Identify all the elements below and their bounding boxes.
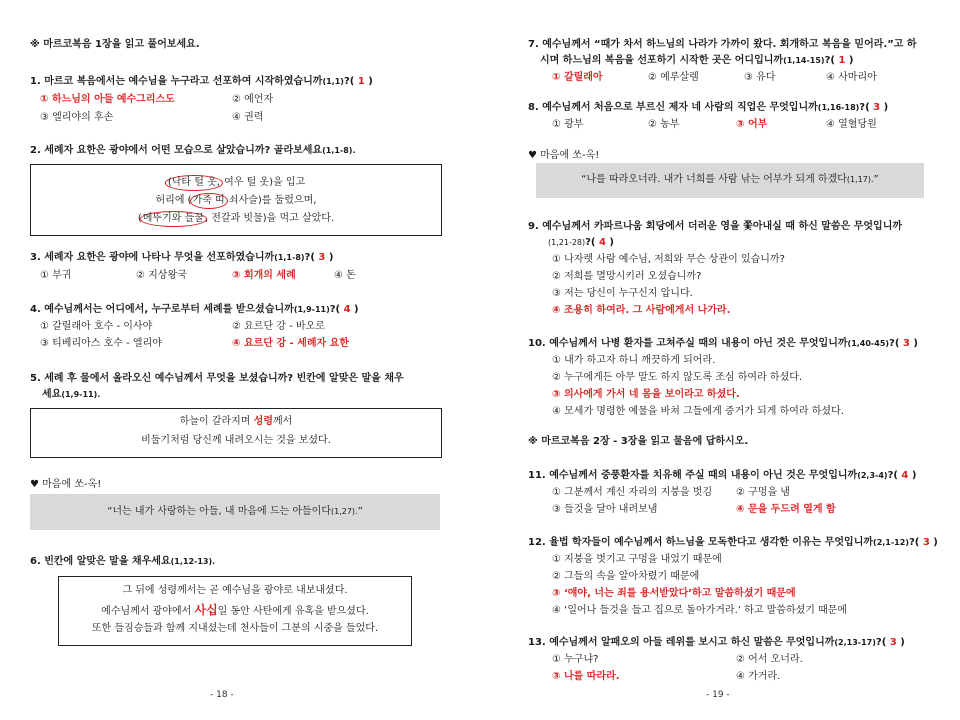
q5-blank-answer: 성령 — [253, 416, 273, 427]
q6-line-2: 예수님께서 광야에서 사십일 동안 사탄에게 유혹을 받으셨다. — [101, 603, 369, 617]
q4-option-1: ① 갈릴래아 호수 - 이사야 — [40, 321, 153, 332]
q12-option-2: ② 그들의 속을 알아차렸기 때문에 — [552, 571, 700, 582]
question-7-line-2: 시며 하느님의 복음을 선포하기 시작한 곳은 어디입니까(1,14-15)?( 1 ) — [540, 55, 854, 66]
question-13: 13. 예수님께서 알패오의 아들 레위를 보시고 하신 말씀은 무엇입니까(2,13-17)?( 3 ) — [528, 637, 905, 648]
q2-answer-box — [30, 164, 442, 236]
q11-option-2: ② 구멍을 냄 — [736, 487, 790, 498]
question-8: 8. 예수님께서 처음으로 부르신 제자 네 사람의 직업은 무엇입니까(1,16-18)?( 3 ) — [528, 102, 889, 113]
answer-8: 3 — [873, 102, 881, 113]
q8-option-2: ② 농부 — [648, 119, 680, 130]
answer-4: 4 — [343, 304, 351, 315]
q8-option-3: ③ 어부 — [736, 119, 768, 130]
heart-quote: “너는 내가 사랑하는 아들, 내 마음에 드는 아들이다(1,27).” — [107, 506, 363, 517]
q11-option-3: ③ 들것을 달아 내려보냄 — [552, 504, 658, 515]
heart-quote-box — [30, 494, 440, 530]
answer-13: 3 — [889, 637, 897, 648]
heart-quote-box-2 — [536, 163, 924, 198]
question-11: 11. 예수님께서 중풍환자를 치유해 주실 때의 내용이 아닌 것은 무엇입니까(2,3-4)?( 4 ) — [528, 470, 917, 481]
question-7-line-1: 7. 예수님께서 “때가 차서 하느님의 나라가 가까이 왔다. 회개하고 복음을 믿어라.”고 하 — [528, 39, 917, 50]
q1-option-2: ② 예언자 — [232, 94, 274, 105]
q2-line-2: 허리에 (가죽 띠 쇠사슬)를 둘렀으며, — [31, 194, 441, 208]
answer-10: 3 — [902, 338, 910, 349]
q13-option-1: ① 누구냐? — [552, 654, 599, 665]
q1-option-1: ① 하느님의 아들 예수그리스도 — [40, 94, 175, 105]
answer-7: 1 — [838, 55, 846, 66]
q5-answer-box — [30, 408, 442, 458]
q6-line-1: 그 뒤에 성령께서는 곧 예수님을 광야로 내보내셨다. — [122, 585, 348, 596]
q2-line-3: (메뚜기와 들꿀, 전갈과 빗물)을 먹고 살았다. — [31, 212, 441, 226]
q10-option-3: ③ 의사에게 가서 네 몸을 보이라고 하셨다. — [552, 389, 740, 400]
answer-12: 3 — [922, 537, 930, 548]
question-10: 10. 예수님께서 나병 환자를 고쳐주실 때의 내용이 아닌 것은 무엇입니까(1,40-45)?( 3 ) — [528, 338, 918, 349]
right-page — [480, 0, 960, 720]
q7-option-1: ① 갈릴래아 — [552, 72, 603, 83]
heart-quote-2: “나를 따라오너라. 내가 너희를 사람 낚는 어부가 되게 하겠다(1,17).” — [581, 174, 879, 185]
q11-option-4: ④ 문을 두드려 열게 함 — [736, 504, 836, 515]
q11-option-1: ① 그분께서 계신 자리의 지붕을 벗김 — [552, 487, 713, 498]
question-12: 12. 율법 학자들이 예수님께서 하느님을 모독한다고 생각한 이유는 무엇입니까(2,1-12)?( 3 ) — [528, 537, 938, 548]
question-5-line-2: 세요(1,9-11). — [42, 389, 101, 400]
q6-answer-box — [58, 576, 412, 646]
answer-11: 4 — [901, 470, 909, 481]
q1-option-3: ③ 엘리야의 후손 — [40, 112, 114, 123]
question-9: 9. 예수님께서 카파르나움 회당에서 더러운 영을 쫓아내실 때 하신 말씀은 무엇입니까 — [528, 221, 903, 232]
q9-option-2: ② 저희를 멸망시키러 오셨습니까? — [552, 271, 702, 282]
q13-option-4: ④ 가거라. — [736, 671, 781, 682]
q6-blank-answer: 사십 — [194, 603, 218, 617]
q3-option-4: ④ 돈 — [334, 270, 356, 281]
q7-option-3: ③ 유다 — [744, 72, 776, 83]
q9-option-3: ③ 저는 당신이 누구신지 압니다. — [552, 288, 693, 299]
question-3: 3. 세례자 요한은 광야에 나타나 무엇을 선포하였습니까(1,1-8)?( 3 ) — [30, 252, 334, 263]
answer-3: 3 — [318, 252, 326, 263]
question-6: 6. 빈칸에 알맞은 말을 채우세요(1,12-13). — [30, 556, 216, 567]
section-header-2: ※ 마르코복음 2장 - 3장을 읽고 물음에 답하시오. — [528, 436, 749, 447]
q3-option-1: ① 부귀 — [40, 270, 72, 281]
answer-1: 1 — [357, 76, 365, 87]
q3-option-3: ③ 회개의 세례 — [232, 270, 296, 281]
q9-option-4: ④ 조용히 하여라. 그 사람에게서 나가라. — [552, 305, 731, 316]
question-9-ref: (1,21-28)?( 4 ) — [548, 237, 615, 248]
q3-option-2: ② 지상왕국 — [136, 270, 187, 281]
question-5-line-1: 5. 세례 후 물에서 올라오신 예수님께서 무엇을 보셨습니까? 빈칸에 알맞은 말을 채우 — [30, 373, 404, 384]
question-2: 2. 세례자 요한은 광야에서 어떤 모습으로 살았습니까? 골라보세요(1,1-8). — [30, 145, 356, 156]
q2-line-1: (낙타 털 옷, 여우 털 옷)을 입고 — [31, 176, 441, 190]
q7-option-2: ② 예루살렘 — [648, 72, 699, 83]
question-4: 4. 예수님께서는 어디에서, 누구로부터 세례를 받으셨습니까(1,9-11)?( 4 ) — [30, 304, 359, 315]
q4-option-2: ② 요르단 강 - 바오로 — [232, 321, 325, 332]
q4-option-3: ③ 티베리아스 호수 - 엘리야 — [40, 338, 162, 349]
q5-line-2: 비둘기처럼 당신께 내려오시는 것을 보셨다. — [141, 435, 331, 446]
q1-option-4: ④ 권력 — [232, 112, 264, 123]
q8-option-1: ① 광부 — [552, 119, 584, 130]
q8-option-4: ④ 열혈당원 — [826, 119, 877, 130]
heart-section-title: ♥ 마음에 쏘-옥! — [30, 479, 102, 490]
q7-option-4: ④ 사마리아 — [826, 72, 877, 83]
answer-9: 4 — [598, 237, 606, 248]
section-header: ※ 마르코복음 1장을 읽고 풀어보세요. — [30, 39, 200, 50]
q5-line-1: 하늘이 갈라지며 성령께서 — [179, 416, 293, 427]
q12-option-3: ③ ‘얘야, 너는 죄를 용서받았다’하고 말씀하셨기 때문에 — [552, 588, 796, 599]
q10-option-1: ① 내가 하고자 하니 깨끗하게 되어라. — [552, 355, 716, 366]
q9-option-1: ① 나자렛 사람 예수님, 저희와 무슨 상관이 있습니까? — [552, 254, 785, 265]
page-number-2: - 19 - — [706, 690, 730, 700]
q12-option-1: ① 지붕을 벗기고 구멍을 내었기 때문에 — [552, 554, 722, 565]
q10-option-4: ④ 모세가 명령한 예물을 바쳐 그들에게 증거가 되게 하여라 하셨다. — [552, 406, 844, 417]
question-1: 1. 마르코 복음에서는 예수님을 누구라고 선포하여 시작하였습니까(1,1)?( 1 ) — [30, 76, 373, 87]
q13-option-2: ② 어서 오너라. — [736, 654, 803, 665]
q10-option-2: ② 누구에게든 아무 말도 하지 않도록 조심 하여라 하셨다. — [552, 372, 803, 383]
q12-option-4: ④ ‘일어나 들것을 들고 집으로 돌아가거라.’ 하고 말씀하셨기 때문에 — [552, 605, 848, 616]
q13-option-3: ③ 나를 따라라. — [552, 671, 620, 682]
page-number: - 18 - — [210, 690, 234, 700]
heart-section-title-2: ♥ 마음에 쏘-옥! — [528, 150, 600, 161]
q6-line-3: 또한 들짐승들과 함께 지내셨는데 천사들이 그분의 시중을 들었다. — [91, 623, 379, 634]
q4-option-4: ④ 요르단 강 - 세례자 요한 — [232, 338, 349, 349]
